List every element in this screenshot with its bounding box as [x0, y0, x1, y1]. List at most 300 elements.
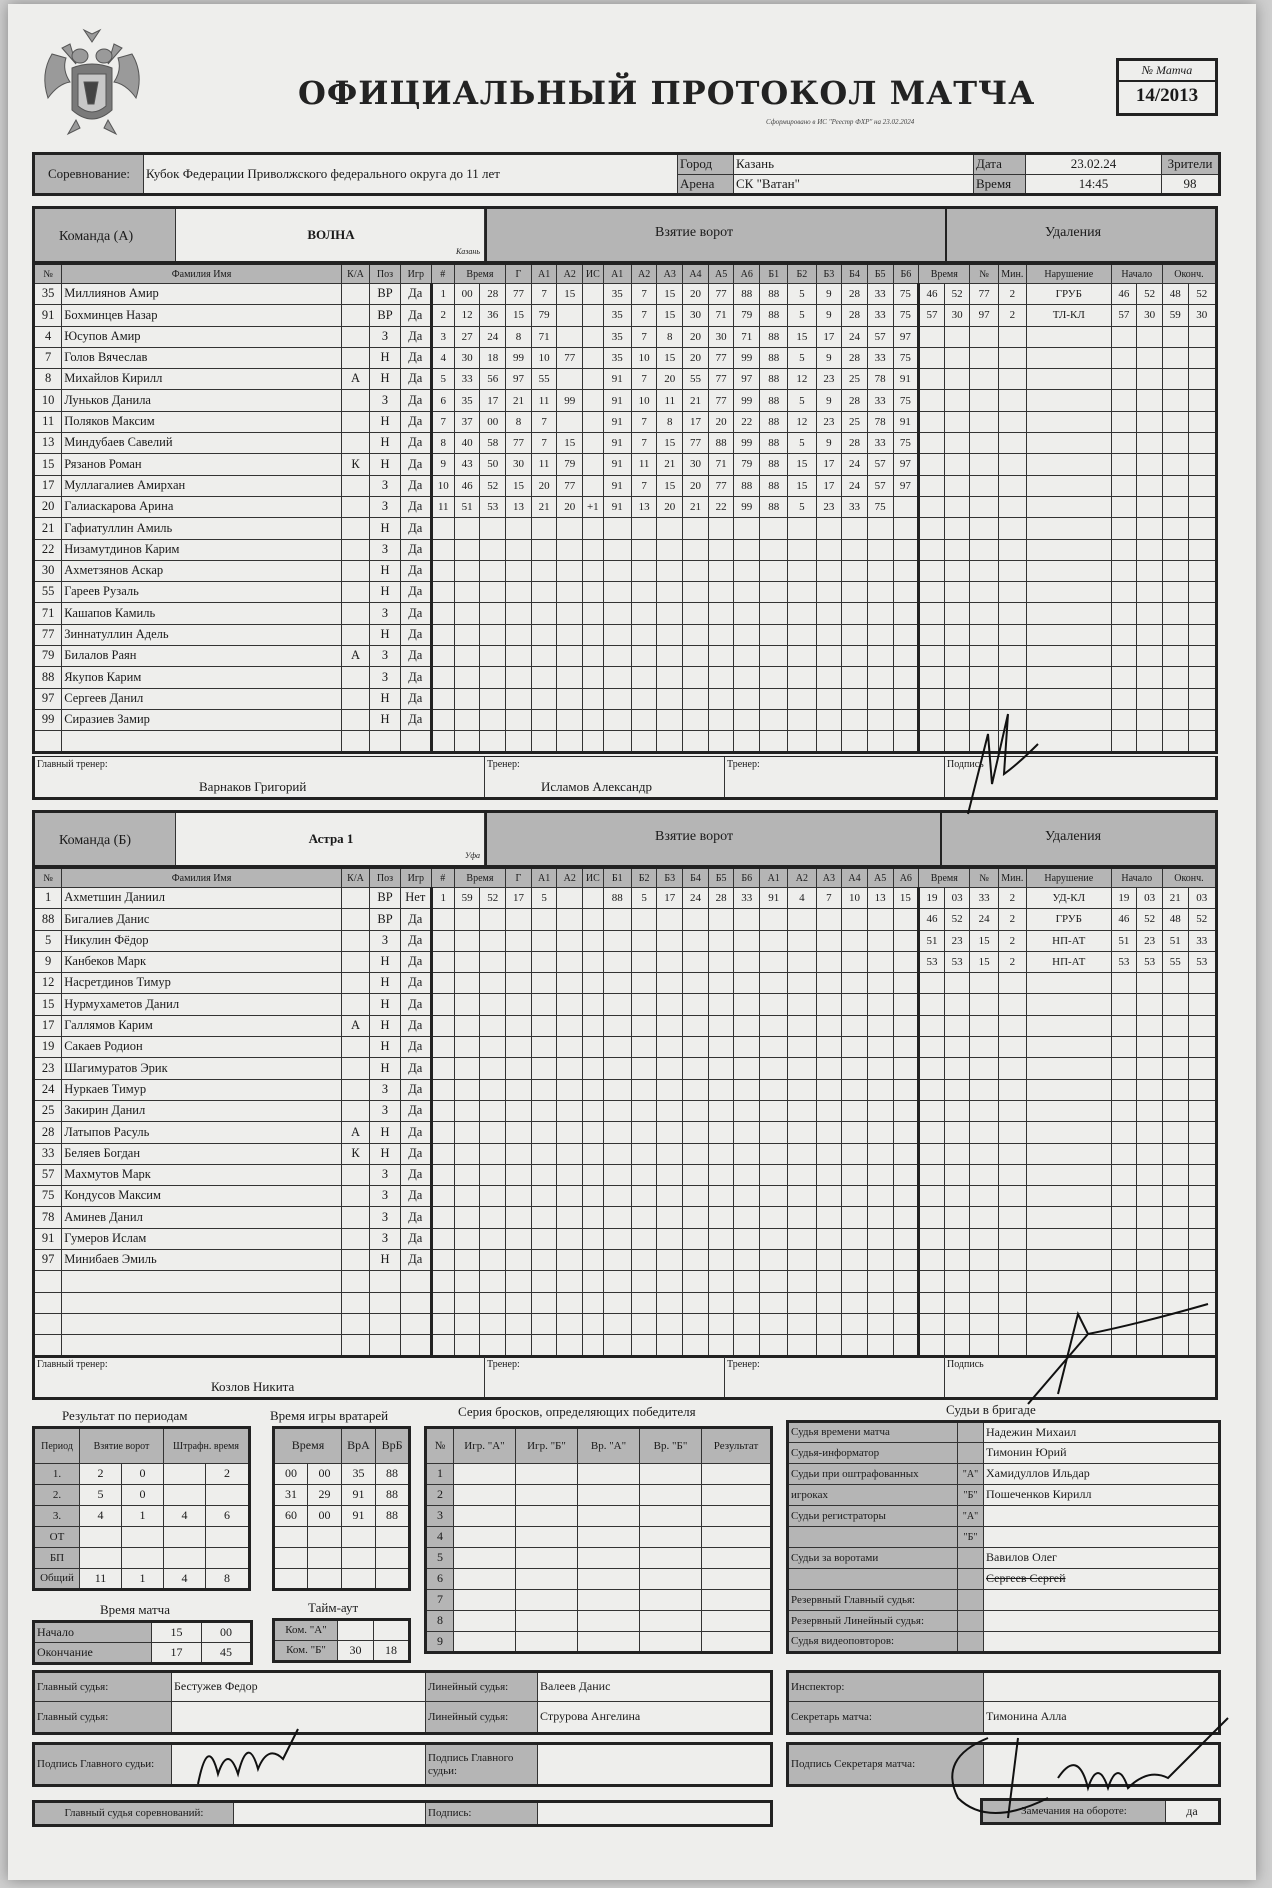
goal-t2: 52 [480, 888, 506, 909]
empty-cell [708, 646, 734, 667]
player-position: З [370, 646, 401, 667]
empty-cell [431, 909, 454, 930]
shootout-col-header: Игр. "Б" [516, 1428, 578, 1464]
empty-cell [893, 1292, 919, 1313]
empty-cell [1026, 326, 1111, 347]
empty-cell [683, 646, 709, 667]
empty-cell [454, 1122, 480, 1143]
empty-cell [480, 709, 506, 730]
goal-onice-player: 17 [816, 475, 842, 496]
empty-cell [734, 1122, 760, 1143]
empty-cell [1188, 582, 1216, 603]
goalie-a-number: 91 [342, 1485, 376, 1506]
empty-cell [998, 326, 1026, 347]
empty-cell [583, 624, 604, 645]
goalie-change-min [274, 1527, 308, 1548]
empty-cell [400, 1271, 431, 1292]
goal-col-header: ИС [583, 264, 604, 284]
empty-cell [702, 1632, 772, 1653]
empty-cell [657, 1037, 683, 1058]
empty-cell [970, 624, 998, 645]
empty-cell [603, 1292, 631, 1313]
player-number: 88 [34, 667, 62, 688]
goal-n: 3 [431, 326, 454, 347]
player-number: 91 [34, 1228, 62, 1249]
goalie-change-min [274, 1548, 308, 1569]
table-row [34, 1037, 1217, 1058]
goal-t1: 30 [454, 347, 480, 368]
player-position: З [370, 1164, 401, 1185]
player-name: Нуркаев Тимур [62, 1079, 342, 1100]
spectators-label: Зрители [1162, 154, 1220, 175]
empty-cell [816, 1313, 842, 1334]
player-plays: Да [400, 624, 431, 645]
empty-cell [760, 973, 788, 994]
empty-cell [734, 951, 760, 972]
goal-onice-player: 5 [788, 433, 816, 454]
team-b-name: Астра 1 [308, 831, 354, 846]
player-role [341, 709, 369, 730]
player-plays: Да [400, 582, 431, 603]
empty-cell [631, 518, 657, 539]
empty-cell [1111, 1313, 1137, 1334]
goal-t2: 00 [480, 411, 506, 432]
timeout-table [272, 1618, 411, 1663]
empty-cell [657, 1186, 683, 1207]
player-number: 20 [34, 496, 62, 517]
player-position: Н [370, 560, 401, 581]
table-row [788, 1464, 1220, 1485]
empty-cell [842, 1100, 868, 1121]
empty-cell [1188, 1058, 1216, 1079]
player-plays: Да [400, 994, 431, 1015]
empty-cell [1137, 1313, 1163, 1334]
empty-cell [557, 731, 583, 752]
empty-cell [341, 1271, 369, 1292]
goal-onice-player: 55 [683, 369, 709, 390]
goal-onice-player: 30 [708, 326, 734, 347]
empty-cell [431, 1100, 454, 1121]
empty-cell [1026, 731, 1111, 752]
empty-cell [1111, 731, 1137, 752]
empty-cell [583, 1058, 604, 1079]
empty-cell [816, 518, 842, 539]
time-label: Время [974, 174, 1026, 195]
goalie-time-table [272, 1426, 411, 1591]
match-start-label: Начало [34, 1622, 152, 1643]
table-row [34, 582, 1217, 603]
empty-cell [1162, 411, 1188, 432]
penalty-col-header: Мин. [998, 868, 1026, 888]
empty-cell [708, 560, 734, 581]
empty-cell [919, 603, 945, 624]
goals-col-header: Взятие ворот [80, 1428, 164, 1464]
empty-cell [557, 1335, 583, 1356]
empty-cell [1111, 1271, 1137, 1292]
goal-onice-player: 9 [816, 305, 842, 326]
empty-cell [454, 1292, 480, 1313]
player-number: 19 [34, 1037, 62, 1058]
player-number: 77 [34, 624, 62, 645]
goal-t1: 40 [454, 433, 480, 454]
empty-cell [1137, 1271, 1163, 1292]
empty-cell [970, 433, 998, 454]
roster-col-header: К/А [341, 868, 369, 888]
match-end-label: Окончание [34, 1643, 152, 1664]
empty-cell [1137, 390, 1163, 411]
goal-t2: 18 [480, 347, 506, 368]
timeout-a-label: Ком. "А" [274, 1620, 338, 1641]
empty-cell [760, 518, 788, 539]
empty-cell [919, 347, 945, 368]
empty-cell [788, 603, 816, 624]
player-name: Ахметшин Даниил [62, 888, 342, 909]
empty-cell [506, 731, 532, 752]
empty-cell [1162, 731, 1188, 752]
empty-cell [970, 1313, 998, 1334]
empty-cell [62, 1271, 342, 1292]
table-header-row [34, 868, 1217, 888]
empty-cell [919, 539, 945, 560]
empty-cell [760, 603, 788, 624]
empty-cell [531, 624, 557, 645]
penalty-time-col-header: Штрафн. время [164, 1428, 250, 1464]
empty-cell [708, 1250, 734, 1271]
goalie-b-number: 88 [376, 1485, 410, 1506]
empty-cell [631, 1228, 657, 1249]
remarks-label: Замечания на обороте: [982, 1800, 1166, 1824]
player-plays: Да [400, 454, 431, 475]
penalty-t2: 03 [944, 888, 970, 909]
goal-g: 13 [506, 496, 532, 517]
empty-cell [816, 1122, 842, 1143]
goal-g: 17 [506, 888, 532, 909]
empty-cell [998, 1292, 1026, 1313]
empty-cell [631, 582, 657, 603]
empty-cell [631, 709, 657, 730]
team-b-goals-heading: Взятие ворот [655, 829, 734, 844]
empty-cell [1111, 326, 1137, 347]
empty-cell [583, 539, 604, 560]
empty-cell [734, 560, 760, 581]
player-number: 88 [34, 909, 62, 930]
empty-cell [1026, 390, 1111, 411]
empty-cell [734, 930, 760, 951]
player-role [341, 582, 369, 603]
empty-cell [657, 603, 683, 624]
penalty-b: 2 [206, 1464, 250, 1485]
goal-onice-player: 13 [867, 888, 893, 909]
empty-cell [506, 1207, 532, 1228]
empty-cell [867, 731, 893, 752]
player-role [341, 667, 369, 688]
empty-cell [631, 1079, 657, 1100]
empty-cell [631, 731, 657, 752]
empty-cell [583, 1313, 604, 1334]
empty-cell [760, 688, 788, 709]
player-plays: Да [400, 518, 431, 539]
empty-cell [970, 1207, 998, 1228]
empty-cell [867, 1100, 893, 1121]
empty-cell [631, 930, 657, 951]
player-name: Гареев Рузаль [62, 582, 342, 603]
penalty-v: УД-КЛ [1026, 888, 1111, 909]
goal-onice-player: 9 [816, 433, 842, 454]
empty-cell [760, 582, 788, 603]
goal-onice-player: 33 [867, 305, 893, 326]
empty-cell [1162, 475, 1188, 496]
goal-onice-player: 20 [657, 369, 683, 390]
empty-cell [788, 1186, 816, 1207]
empty-cell [1188, 667, 1216, 688]
empty-cell [734, 1143, 760, 1164]
goal-onice-player: 20 [683, 284, 709, 305]
penalty-v: ГРУБ [1026, 284, 1111, 305]
goal-onice-player: 21 [683, 390, 709, 411]
penalty-col-header: Начало [1111, 264, 1162, 284]
empty-cell [431, 709, 454, 730]
empty-cell [62, 1335, 342, 1356]
empty-cell [506, 973, 532, 994]
table-row [34, 1313, 1217, 1334]
goal-onice-player [893, 496, 919, 517]
onice-col-header: А4 [683, 264, 709, 284]
table-row [34, 1015, 1217, 1036]
goal-onice-player: 5 [788, 347, 816, 368]
empty-cell [1162, 994, 1188, 1015]
empty-cell [867, 646, 893, 667]
empty-cell [683, 1271, 709, 1292]
empty-cell [640, 1527, 702, 1548]
table-row [34, 1100, 1217, 1121]
empty-cell [557, 1313, 583, 1334]
empty-cell [760, 1313, 788, 1334]
empty-cell [842, 539, 868, 560]
empty-cell [516, 1506, 578, 1527]
empty-cell [1026, 1271, 1111, 1292]
empty-cell [998, 582, 1026, 603]
empty-cell [1137, 1228, 1163, 1249]
empty-cell [657, 1015, 683, 1036]
empty-cell [683, 518, 709, 539]
empty-cell [557, 709, 583, 730]
player-position: ВР [370, 888, 401, 909]
empty-cell [603, 1058, 631, 1079]
line-referee-2-label: Линейный судья: [426, 1702, 538, 1734]
penalty-t2: 52 [944, 284, 970, 305]
player-number: 12 [34, 973, 62, 994]
empty-cell [531, 994, 557, 1015]
empty-cell [683, 1037, 709, 1058]
line-referee-1: Валеев Данис [538, 1672, 772, 1702]
empty-cell [1026, 1079, 1111, 1100]
empty-cell [970, 475, 998, 496]
empty-cell [970, 1271, 998, 1292]
page-title: ОФИЦИАЛЬНЫЙ ПРОТОКОЛ МАТЧА [298, 74, 1036, 112]
timeout-b-sec: 18 [374, 1641, 410, 1662]
empty-cell [516, 1548, 578, 1569]
goal-is [583, 305, 604, 326]
empty-cell [454, 624, 480, 645]
empty-cell [944, 1015, 970, 1036]
table-row [34, 1527, 250, 1548]
empty-cell [970, 709, 998, 730]
empty-cell [944, 475, 970, 496]
empty-cell [531, 1292, 557, 1313]
player-position: Н [370, 624, 401, 645]
empty-cell [788, 1164, 816, 1185]
empty-cell [760, 667, 788, 688]
empty-cell [734, 973, 760, 994]
empty-cell [557, 1164, 583, 1185]
goal-onice-player: 33 [867, 390, 893, 411]
goal-a2 [557, 411, 583, 432]
empty-cell [734, 1037, 760, 1058]
player-plays: Да [400, 1015, 431, 1036]
goal-is [583, 411, 604, 432]
goal-g: 8 [506, 326, 532, 347]
empty-cell [893, 1186, 919, 1207]
goal-a1: 7 [531, 433, 557, 454]
empty-cell [842, 709, 868, 730]
table-row [34, 1079, 1217, 1100]
competition-referee-signature-cell [538, 1802, 772, 1826]
table-row [34, 560, 1217, 581]
empty-cell [506, 1079, 532, 1100]
empty-cell [788, 1228, 816, 1249]
line-referee-1-label: Линейный судья: [426, 1672, 538, 1702]
goalie-change-min: 31 [274, 1485, 308, 1506]
empty-cell [1162, 1164, 1188, 1185]
goal-onice-player: 75 [893, 347, 919, 368]
penalty-s2: 23 [1137, 930, 1163, 951]
empty-cell [454, 1569, 516, 1590]
penalty-t1: 46 [919, 284, 945, 305]
empty-cell [998, 1271, 1026, 1292]
empty-cell [557, 1037, 583, 1058]
goal-onice-player: 9 [816, 347, 842, 368]
player-plays: Да [400, 973, 431, 994]
empty-cell [1188, 326, 1216, 347]
penalty-e1: 55 [1162, 951, 1188, 972]
empty-cell [708, 1015, 734, 1036]
goal-onice-player: 88 [760, 347, 788, 368]
empty-cell [970, 994, 998, 1015]
empty-cell [506, 539, 532, 560]
goal-a1: 71 [531, 326, 557, 347]
empty-cell [506, 688, 532, 709]
empty-cell [1162, 1250, 1188, 1271]
empty-cell [970, 973, 998, 994]
empty-cell [657, 1271, 683, 1292]
empty-cell [867, 1271, 893, 1292]
player-plays: Да [400, 1186, 431, 1207]
onice-col-header: Б5 [867, 264, 893, 284]
player-plays: Да [400, 1228, 431, 1249]
match-end-minutes: 45 [202, 1643, 252, 1664]
head-coach-label: Главный тренер: [37, 759, 108, 770]
empty-cell [816, 709, 842, 730]
empty-cell [842, 1186, 868, 1207]
empty-cell [531, 930, 557, 951]
onice-col-header: Б3 [816, 264, 842, 284]
player-name: Низамутдинов Карим [62, 539, 342, 560]
goal-g: 15 [506, 305, 532, 326]
player-number: 57 [34, 1164, 62, 1185]
empty-cell [603, 518, 631, 539]
empty-cell [631, 539, 657, 560]
empty-cell [506, 1037, 532, 1058]
empty-cell [893, 1015, 919, 1036]
player-name: Миллиянов Амир [62, 284, 342, 305]
empty-cell [734, 688, 760, 709]
player-position: Н [370, 369, 401, 390]
timeout-title: Тайм-аут [308, 1600, 359, 1615]
empty-cell [1026, 1335, 1111, 1356]
onice-col-header: А5 [708, 264, 734, 284]
empty-cell [531, 1186, 557, 1207]
empty-cell [919, 1228, 945, 1249]
goal-onice-player: 91 [603, 454, 631, 475]
empty-cell [893, 688, 919, 709]
empty-cell [970, 603, 998, 624]
empty-cell [708, 1207, 734, 1228]
empty-cell [1162, 1228, 1188, 1249]
remarks-table [980, 1798, 1221, 1825]
table-row [34, 951, 1217, 972]
empty-cell [970, 411, 998, 432]
empty-cell [734, 909, 760, 930]
empty-cell [431, 1015, 454, 1036]
empty-cell [998, 1250, 1026, 1271]
empty-cell [998, 1079, 1026, 1100]
empty-cell [1111, 994, 1137, 1015]
team-a-penalties-heading: Удаления [1045, 225, 1102, 240]
empty-cell [631, 909, 657, 930]
goal-a1: 7 [531, 284, 557, 305]
player-plays: Да [400, 1250, 431, 1271]
player-position: Н [370, 347, 401, 368]
official-name: Вавилов Олег [984, 1548, 1220, 1569]
empty-cell [760, 560, 788, 581]
empty-cell [970, 1058, 998, 1079]
empty-cell [970, 731, 998, 752]
empty-cell [631, 973, 657, 994]
empty-cell [998, 624, 1026, 645]
penalty-min: 2 [998, 888, 1026, 909]
empty-cell [683, 1122, 709, 1143]
goal-onice-player: 5 [788, 390, 816, 411]
empty-cell [62, 1292, 342, 1313]
empty-cell [1137, 1292, 1163, 1313]
player-position: З [370, 390, 401, 411]
goalie-time-col-header: Время [274, 1428, 342, 1464]
empty-cell [816, 667, 842, 688]
penalty-a [164, 1527, 206, 1548]
player-plays: Да [400, 1100, 431, 1121]
player-number: 79 [34, 646, 62, 667]
empty-cell [657, 1058, 683, 1079]
empty-cell [640, 1611, 702, 1632]
empty-cell [816, 1015, 842, 1036]
empty-cell [480, 603, 506, 624]
empty-cell [506, 1335, 532, 1356]
empty-cell [970, 1250, 998, 1271]
competition-referee-cell [234, 1802, 426, 1826]
empty-cell [867, 951, 893, 972]
penalty-col-header: Время [919, 868, 970, 888]
onice-col-header: А2 [631, 264, 657, 284]
